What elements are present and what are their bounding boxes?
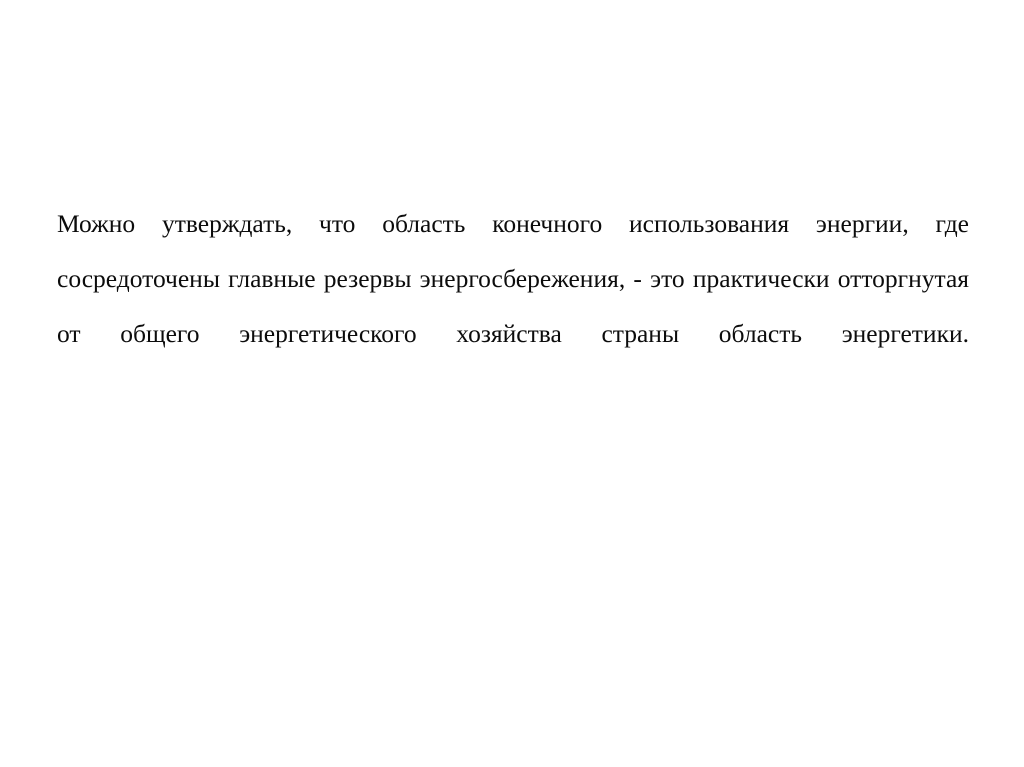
body-paragraph: Можно утверждать, что область конечного использования энергии, где сосредоточены главные резервы энергосбережения, - это практически отторгнутая от общего энергетического хозяйства страны область энергетики. <box>57 209 969 348</box>
body-text-block <box>57 196 969 416</box>
